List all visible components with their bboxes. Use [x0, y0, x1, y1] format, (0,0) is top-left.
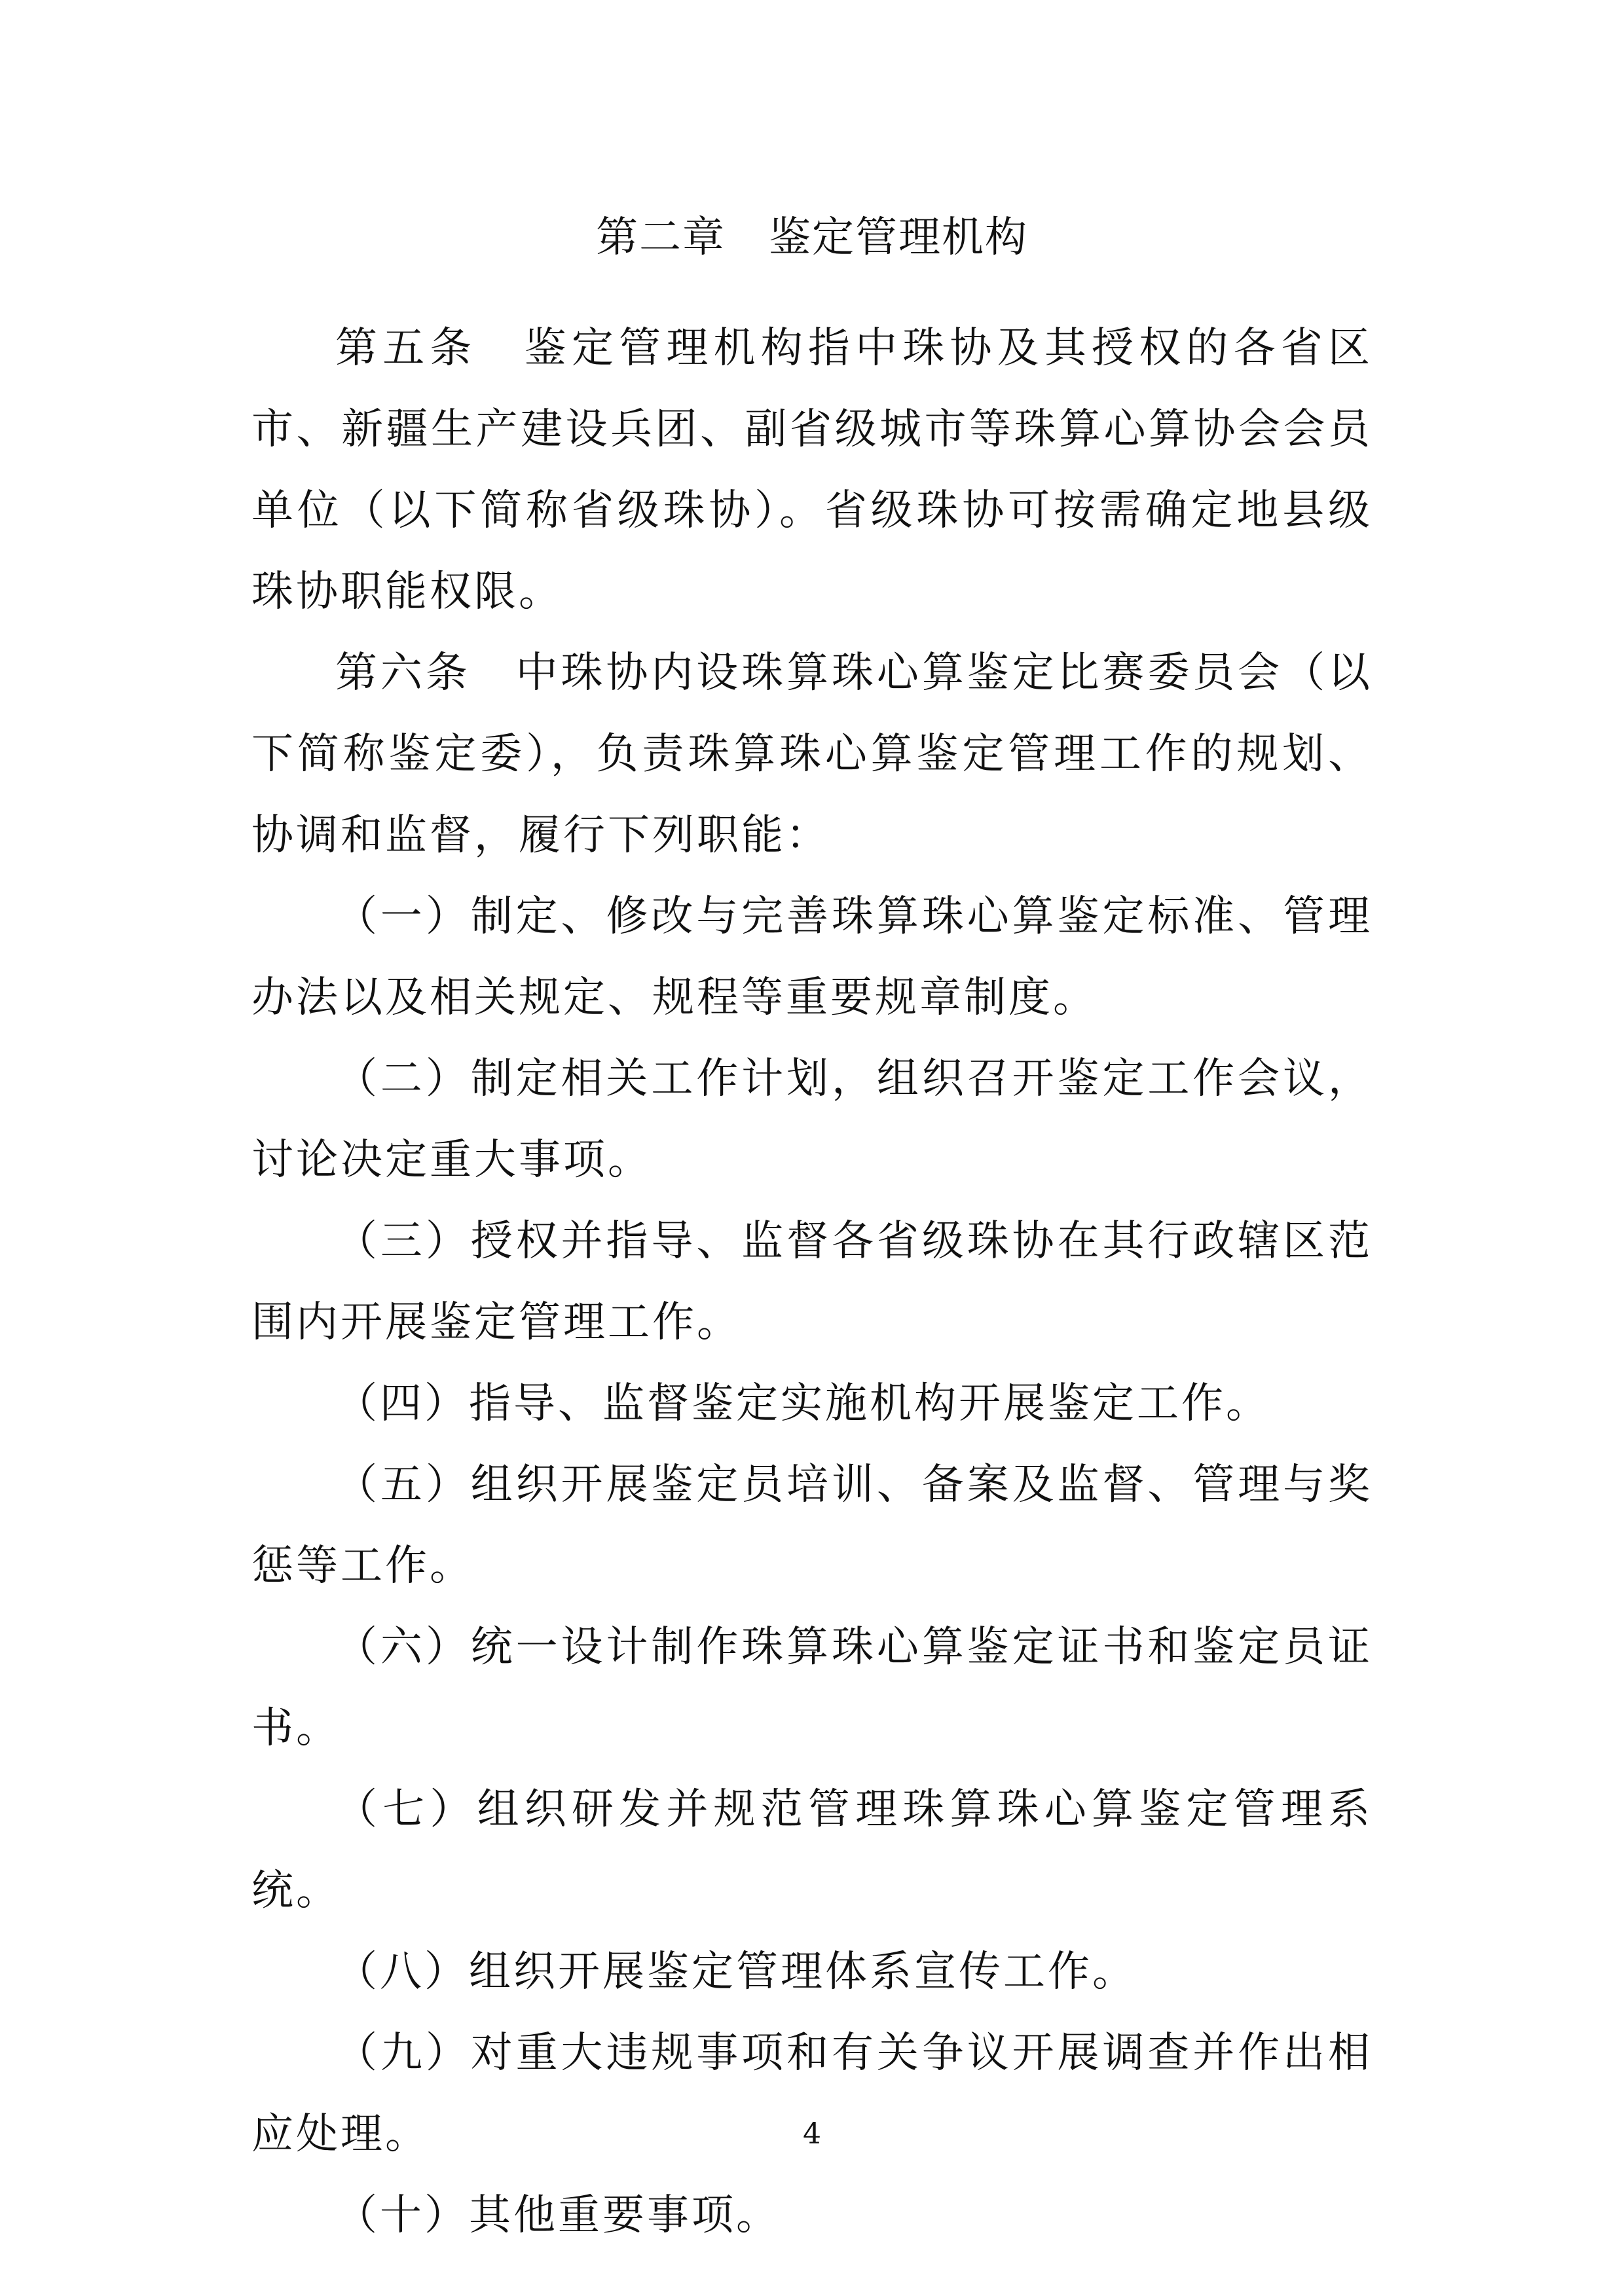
- function-item-5: （五）组织开展鉴定员培训、备案及监督、管理与奖惩等工作。: [251, 1461, 1373, 1590]
- function-item-7: （七）组织研发并规范管理珠算珠心算鉴定管理系统。: [251, 1785, 1373, 1915]
- page-number: 4: [803, 2117, 821, 2151]
- function-item-2: （二）制定相关工作计划，组织召开鉴定工作会议，讨论决定重大事项。: [251, 1055, 1373, 1184]
- function-item-4: （四）指导、监督鉴定实施机构开展鉴定工作。: [335, 1379, 1270, 1428]
- article-6-paragraph: 第六条 中珠协内设珠算珠心算鉴定比赛委员会（以下简称鉴定委），负责珠算珠心算鉴定管理工作的规划、协调和监督，履行下列职能：: [251, 649, 1373, 860]
- article-5-paragraph: 第五条 鉴定管理机构指中珠协及其授权的各省区市、新疆生产建设兵团、副省级城市等珠算心算协会会员单位（以下简称省级珠协）。省级珠协可按需确定地县级珠协职能权限。: [251, 324, 1373, 616]
- function-item-6: （六）统一设计制作珠算珠心算鉴定证书和鉴定员证书。: [251, 1623, 1373, 1753]
- function-item-1: （一）制定、修改与完善珠算珠心算鉴定标准、管理办法以及相关规定、规程等重要规章制度。: [251, 892, 1373, 1022]
- document-body: [251, 308, 1373, 2256]
- function-item-9: （九）对重大违规事项和有关争议开展调查并作出相应处理。: [251, 2029, 1373, 2159]
- chapter-title: 第二章 鉴定管理机构: [596, 213, 1028, 262]
- function-item-10: （十）其他重要事项。: [335, 2191, 781, 2240]
- function-item-3: （三）授权并指导、监督各省级珠协在其行政辖区范围内开展鉴定管理工作。: [251, 1217, 1373, 1347]
- function-item-8: （八）组织开展鉴定管理体系宣传工作。: [335, 1948, 1137, 1996]
